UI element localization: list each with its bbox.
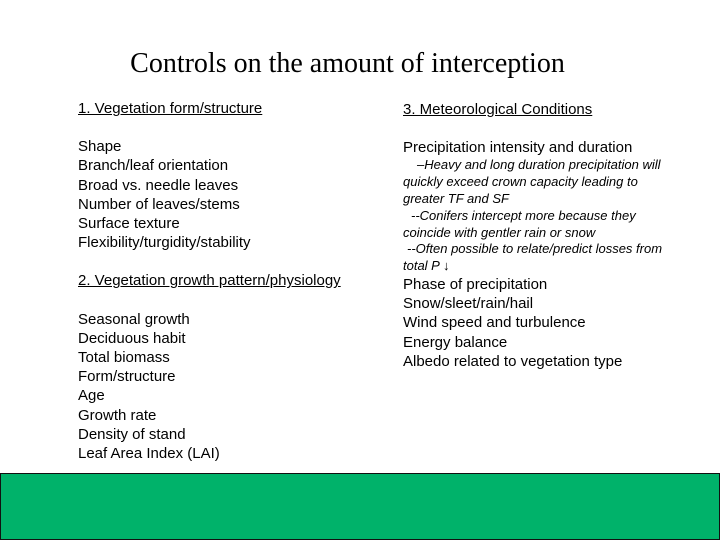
list-item: Albedo related to vegetation type [403,352,623,370]
heading-vegetation-growth: 2. Vegetation growth pattern/physiology [78,272,341,290]
list-item: Flexibility/turgidity/stability [78,234,251,252]
list-item: Seasonal growth [78,310,190,328]
list-item: Number of leaves/stems [78,195,240,213]
note-line: --Conifers intercept more because they [411,207,636,223]
right-column [403,100,703,371]
list-item: Broad vs. needle leaves [78,176,239,194]
list-item: Wind speed and turbulence [403,314,586,332]
list-item: Age [78,387,105,405]
list-item: Total biomass [78,349,170,367]
note-line: –Heavy and long duration precipitation will [417,157,661,173]
heading-vegetation-form: 1. Vegetation form/structure [78,100,263,117]
list-item: Branch/leaf orientation [78,157,229,175]
note-line: --Often possible to relate/predict losses from [407,241,663,257]
left-column [78,99,378,463]
list-item: Phase of precipitation [403,275,548,293]
list-item: Density of stand [78,425,186,443]
note-line: coincide with gentler rain or snow [403,224,596,240]
list-item: Surface texture [78,215,180,233]
list-item: Snow/sleet/rain/hail [403,295,534,313]
list-item: Deciduous habit [78,329,186,347]
list-item: Precipitation intensity and duration [403,139,633,157]
heading-meteorological: 3. Meteorological Conditions [403,101,593,118]
footer-bar [0,473,720,540]
list-item: Energy balance [403,333,508,351]
note-line: greater TF and SF [403,191,509,206]
slide-title: Controls on the amount of interception [130,48,565,79]
note-line: quickly exceed crown capacity leading to [403,174,638,190]
list-item: Form/structure [78,368,176,386]
list-item: Leaf Area Index (LAI) [78,445,220,463]
list-item: Growth rate [78,406,157,424]
note-line: total P ↓ [403,258,450,274]
list-item: Shape [78,138,122,156]
